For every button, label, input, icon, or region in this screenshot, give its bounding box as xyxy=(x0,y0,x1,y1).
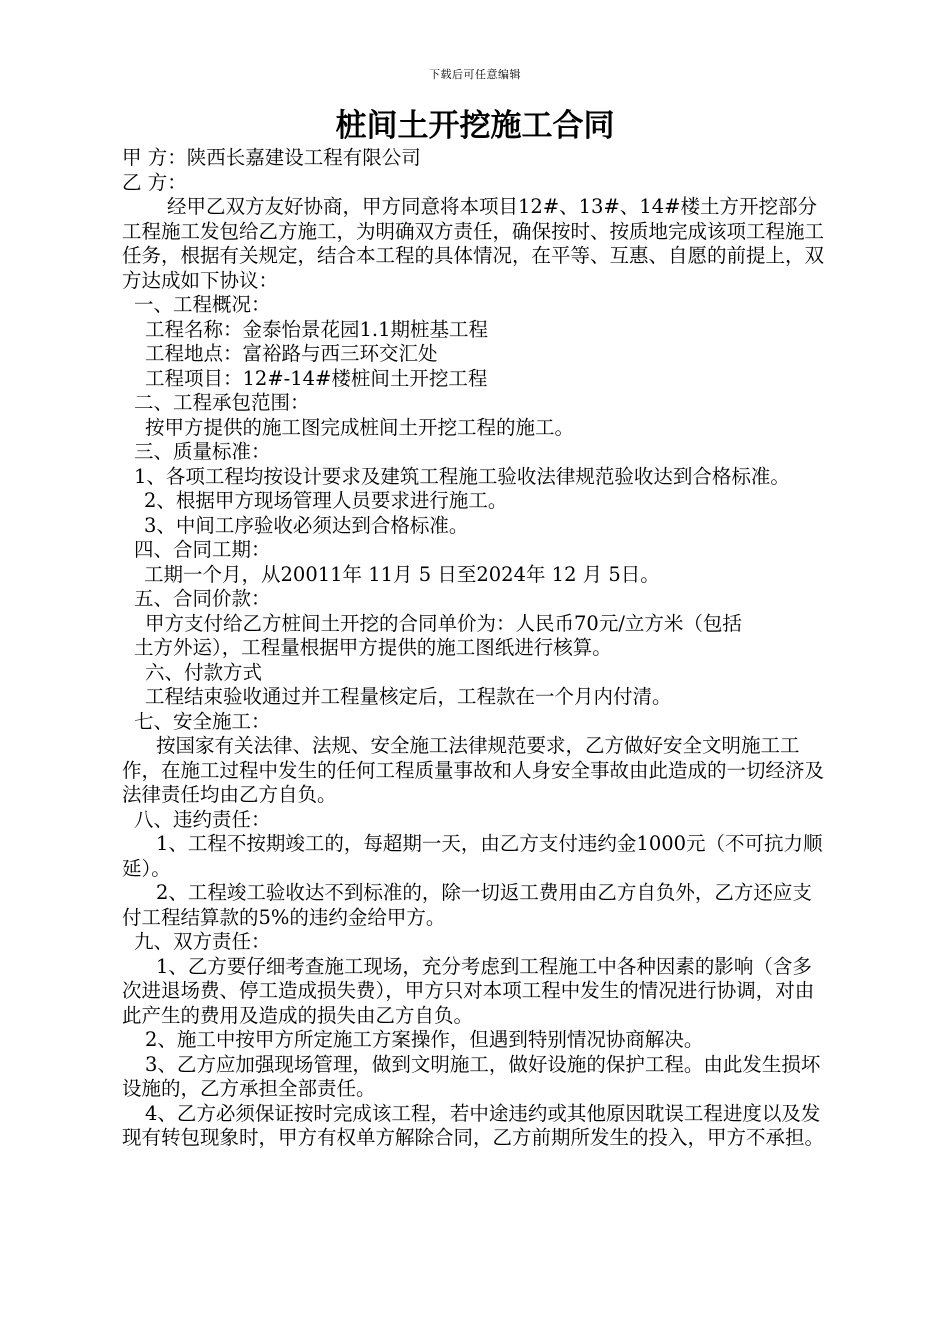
party-b-line: 乙 方： xyxy=(122,170,187,194)
project-name-line: 工程名称：金泰怡景花园1.1期桩基工程 xyxy=(145,317,489,341)
quality-item-1: 1、各项工程均按设计要求及建筑工程施工验收法律规范验收达到合格标准。 xyxy=(134,464,790,488)
section-heading-6: 六、付款方式 xyxy=(145,660,263,684)
preamble-paragraph: 经甲乙双方友好协商，甲方同意将本项目12#、13#、14#楼土方开挖部分工程施工发包给乙方施工，为明确双方责任，确保按时、按质地完成该项工程施工任务，根据有关规定，结合本工程的具体情况，在平等、互惠、自愿的前提上，双方达成如下协议： xyxy=(122,195,825,292)
duty-item-3: 3、乙方应加强现场管理，做到文明施工，做好设施的保护工程。由此发生损坏设施的，乙方承担全部责任。 xyxy=(122,1052,821,1100)
quality-item-3: 3、中间工序验收必须达到合格标准。 xyxy=(144,513,469,537)
section-heading-7: 七、安全施工： xyxy=(134,709,271,733)
section-heading-5: 五、合同价款： xyxy=(134,587,271,610)
duty-item-4: 4、乙方必须保证按时完成该工程，若中途违约或其他原因耽误工程进度以及发现有转包现象时，甲方有权单方解除合同，乙方前期所发生的投入，甲方不承担。 xyxy=(122,1101,825,1149)
download-note: 下载后可任意编辑 xyxy=(429,68,521,81)
project-item-line: 工程项目：12#-14#楼桩间土开挖工程 xyxy=(145,366,488,390)
breach-item-1: 1、工程不按期竣工的，每超期一天，由乙方支付违约金1000元（不可抗力顺延）。 xyxy=(122,832,823,880)
section-heading-1: 一、工程概况： xyxy=(134,293,271,316)
section-heading-9: 九、双方责任： xyxy=(134,930,271,953)
party-a-line: 甲 方：陕西长嘉建设工程有限公司 xyxy=(122,146,421,169)
duty-item-1: 1、乙方要仔细考查施工现场，充分考虑到工程施工中各种因素的影响（含多次进退场费、停工造成损失费），甲方只对本项工程中发生的情况进行协调，对由此产生的费用及造成的损失由乙方自负。 xyxy=(122,954,815,1027)
section-heading-2: 二、工程承包范围： xyxy=(134,391,310,414)
section-heading-3: 三、质量标准： xyxy=(134,440,271,463)
contract-body xyxy=(122,146,830,1151)
payment-paragraph: 工程结束验收通过并工程量核定后，工程款在一个月内付清。 xyxy=(145,685,672,708)
section-heading-8: 八、违约责任： xyxy=(134,807,271,831)
breach-item-2: 2、工程竣工验收达不到标准的，除一切返工费用由乙方自负外，乙方还应支付工程结算款的5%的违约金给甲方。 xyxy=(122,881,812,929)
section-heading-4: 四、合同工期： xyxy=(134,538,271,561)
duty-item-2: 2、施工中按甲方所定施工方案操作，但遇到特别情况协商解决。 xyxy=(145,1028,704,1051)
safety-paragraph: 按国家有关法律、法规、安全施工法律规范要求，乙方做好安全文明施工工作，在施工过程中发生的任何工程质量事故和人身安全事故由此造成的一切经济及法律责任均由乙方自负。 xyxy=(122,734,825,806)
quality-item-2: 2、根据甲方现场管理人员要求进行施工。 xyxy=(144,489,508,512)
price-paragraph-continued: 土方外运），工程量根据甲方提供的施工图纸进行核算。 xyxy=(134,636,612,659)
scope-paragraph: 按甲方提供的施工图完成桩间土开挖工程的施工。 xyxy=(145,415,575,439)
project-location-line: 工程地点：富裕路与西三环交汇处 xyxy=(145,342,438,365)
contract-title: 桩间土开挖施工合同 xyxy=(335,108,615,144)
price-paragraph: 甲方支付给乙方桩间土开挖的合同单价为：人民币70元/立方米（包括 xyxy=(145,611,742,635)
schedule-paragraph: 工期一个月，从20011年 11月 5 日至2024年 12 月 5日。 xyxy=(144,562,660,586)
